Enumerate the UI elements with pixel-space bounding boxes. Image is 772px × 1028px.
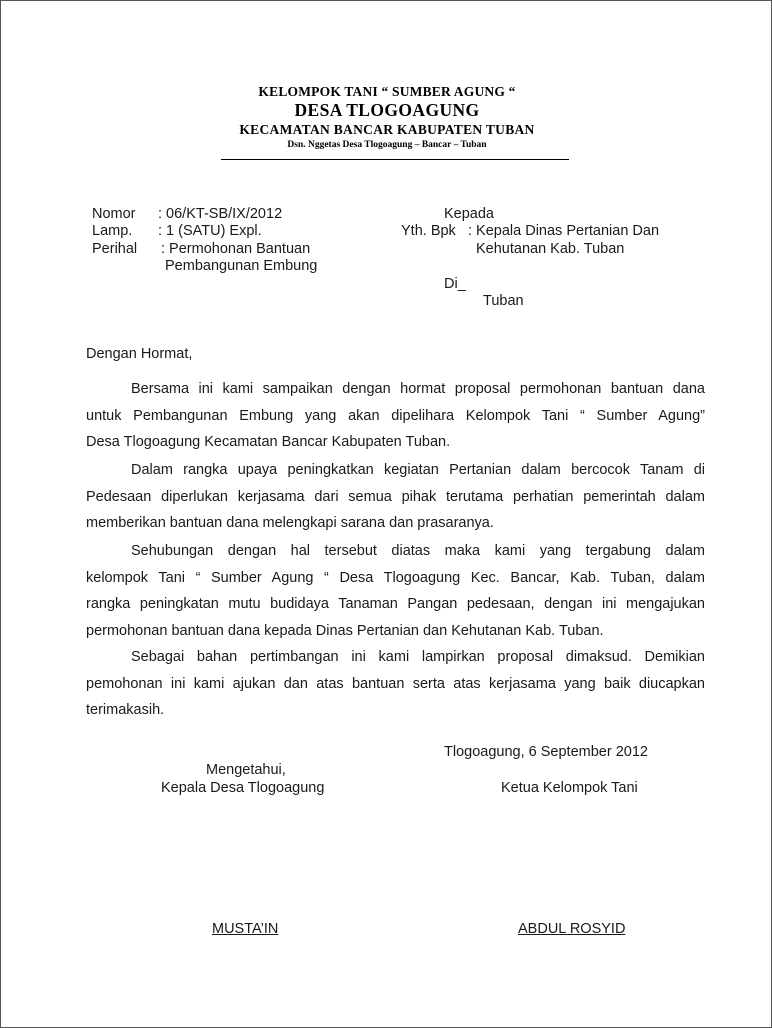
perihal-value: : Permohonan Bantuan bbox=[161, 241, 311, 257]
letterhead-district: KECAMATAN BANCAR KABUPATEN TUBAN bbox=[239, 122, 535, 137]
paragraph-line: Bersama ini kami sampaikan dengan hormat proposal permohonan bantuan dana bbox=[131, 381, 705, 397]
paragraph-line: Sebagai bahan pertimbangan ini kami lampirkan proposal dimaksud. Demikian bbox=[131, 649, 705, 665]
recipient-city: Tuban bbox=[483, 293, 524, 309]
paragraph-line: Sehubungan dengan hal tersebut diatas maka kami yang tergabung dalam bbox=[131, 543, 705, 559]
paragraph-1 bbox=[86, 376, 705, 456]
recipient-line2: Kehutanan Kab. Tuban bbox=[476, 241, 625, 257]
mengetahui-label: Mengetahui, bbox=[206, 762, 286, 778]
lamp-label: Lamp. bbox=[92, 223, 133, 239]
nomor-value: : 06/KT-SB/IX/2012 bbox=[158, 206, 283, 222]
recipient-yth: Yth. Bpk bbox=[401, 223, 456, 239]
nomor-label: Nomor bbox=[92, 206, 136, 222]
perihal-label: Perihal bbox=[92, 241, 138, 257]
paragraph-line: Desa Tlogoagung Kecamatan Bancar Kabupaten Tuban. bbox=[86, 434, 451, 450]
letterhead-village: DESA TLOGOAGUNG bbox=[294, 100, 480, 120]
village-head-title: Kepala Desa Tlogoagung bbox=[161, 780, 325, 796]
paragraph-line: pemohonan ini kami ajukan dan atas bantuan serta atas kerjasama yang baik diucapkan bbox=[86, 675, 705, 692]
perihal-value-continued: Pembangunan Embung bbox=[165, 258, 318, 274]
recipient-di: Di_ bbox=[444, 276, 466, 292]
letterhead-address: Dsn. Nggetas Desa Tlogoagung – Bancar – Tuban bbox=[287, 140, 487, 150]
paragraph-line: Dalam rangka upaya peningkatkan kegiatan Pertanian dalam bercocok Tanam di bbox=[131, 462, 705, 478]
paragraph-line: memberikan bantuan dana melengkapi sarana dan prasaranya. bbox=[86, 515, 494, 531]
letterhead-divider bbox=[221, 159, 569, 160]
place-date: Tlogoagung, 6 September 2012 bbox=[444, 744, 648, 760]
paragraph-line: terimakasih. bbox=[86, 702, 165, 718]
paragraph-line: untuk Pembangunan Embung yang akan dipelihara Kelompok Tani “ Sumber Agung” bbox=[86, 407, 705, 424]
recipient-kepada: Kepada bbox=[444, 206, 494, 222]
paragraph-line: permohonan bantuan dana kepada Dinas Pertanian dan Kehutanan Kab. Tuban. bbox=[86, 622, 604, 639]
paragraph-line: Pedesaan diperlukan kerjasama dari semua pihak terutama perhatian pemerintah dalam bbox=[86, 488, 705, 505]
lamp-value: : 1 (SATU) Expl. bbox=[158, 223, 262, 239]
paragraph-line: kelompok Tani “ Sumber Agung “ Desa Tlogoagung Kec. Bancar, Kab. Tuban, dalam bbox=[86, 569, 705, 586]
group-leader-name: ABDUL ROSYID bbox=[518, 921, 626, 937]
letterhead-group-name: KELOMPOK TANI “ SUMBER AGUNG “ bbox=[258, 84, 516, 99]
paragraph-4 bbox=[86, 644, 705, 724]
group-leader-title: Ketua Kelompok Tani bbox=[501, 780, 638, 796]
salutation: Dengan Hormat, bbox=[86, 346, 193, 362]
paragraph-3 bbox=[86, 538, 705, 644]
recipient-line1: : Kepala Dinas Pertanian Dan bbox=[468, 223, 660, 239]
village-head-name: MUSTA’IN bbox=[212, 921, 279, 937]
paragraph-line: rangka peningkatan mutu budidaya Tanaman Pangan pedesaan, dengan ini mengajukan bbox=[86, 596, 705, 612]
paragraph-2 bbox=[86, 457, 705, 537]
